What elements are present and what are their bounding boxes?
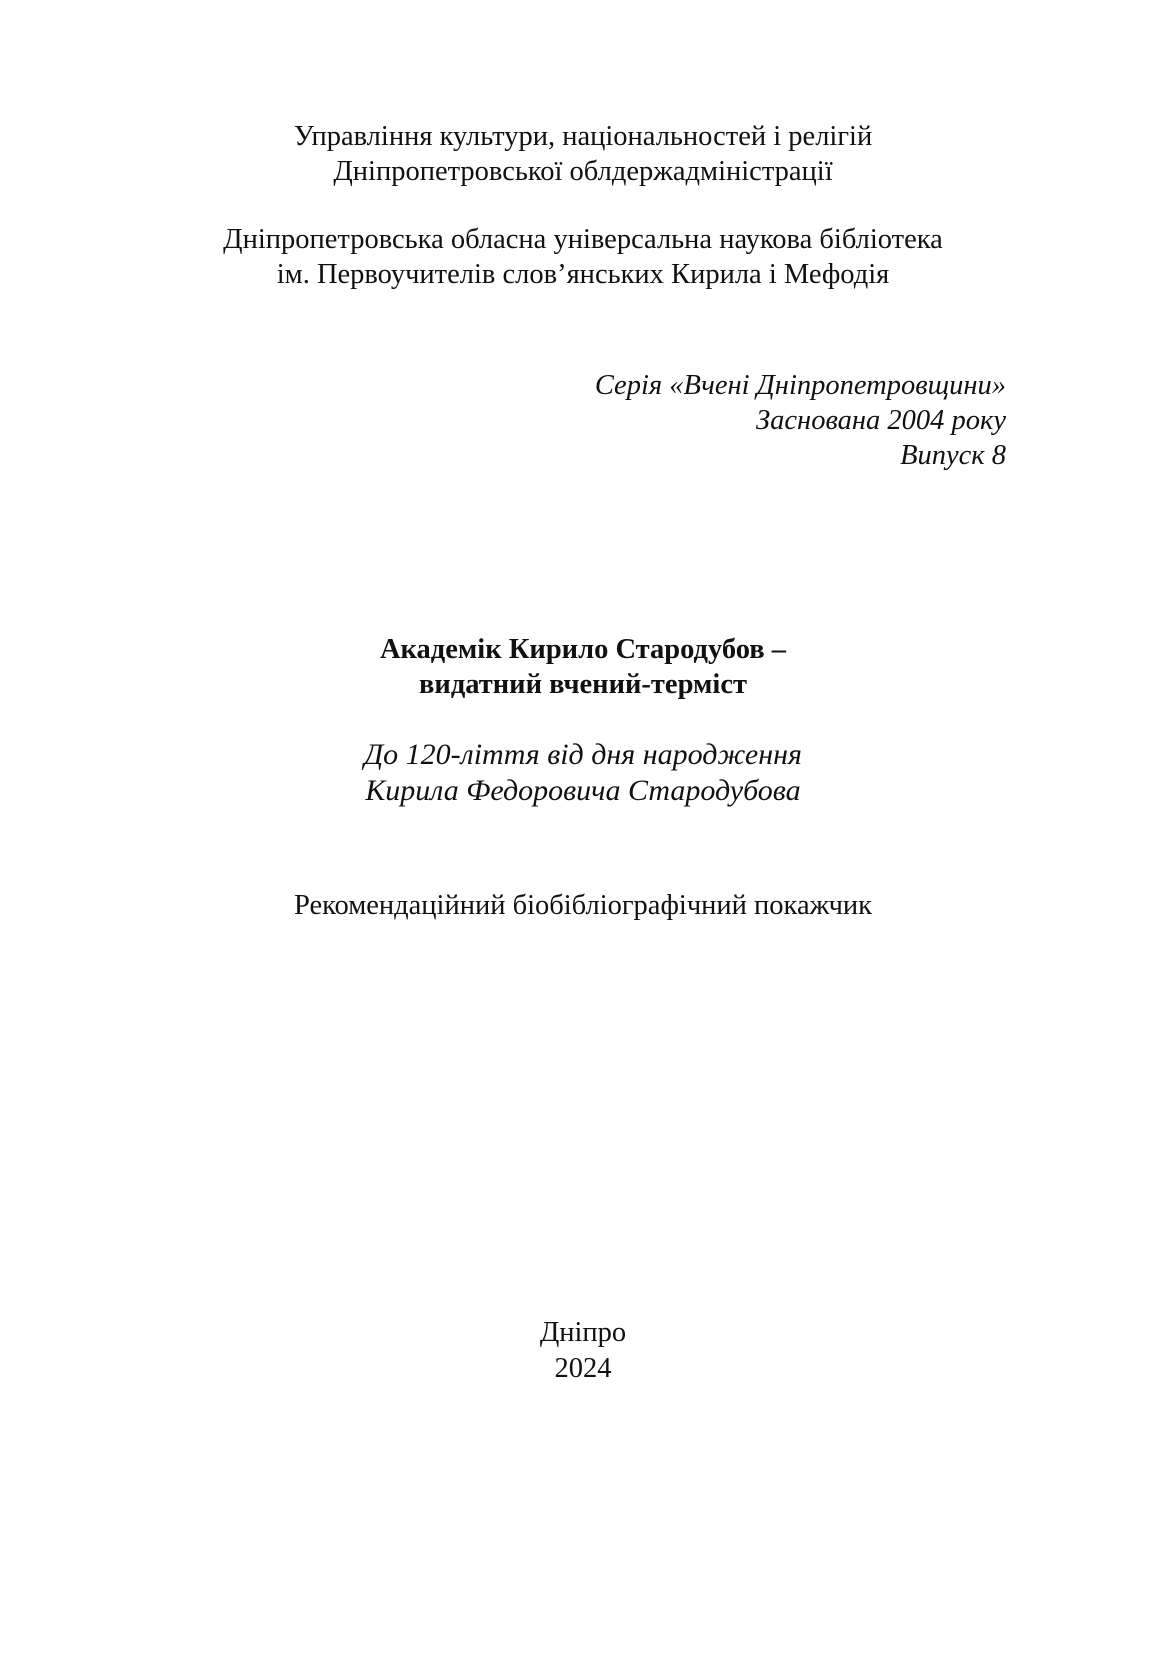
subtitle-line-1: До 120-ліття від дня народження [364, 738, 802, 771]
publisher-org-line-1: Управління культури, національностей і релігій [293, 121, 873, 152]
series-name: Серія «Вчені Дніпропетровщини» [594, 370, 1006, 401]
library-name-line-2: ім. Первоучителів слов’янських Кирила і Мефодія [276, 259, 890, 290]
series-issue: Випуск 8 [900, 440, 1006, 471]
library-name-line-1: Дніпропетровська обласна універсальна наукова бібліотека [223, 224, 943, 255]
publisher-org-line-2: Дніпропетровської облдержадміністрації [333, 156, 833, 187]
subtitle-line-2: Кирила Федоровича Стародубова [365, 774, 801, 807]
series-founded: Заснована 2004 року [756, 405, 1006, 436]
book-title-line-1: Академік Кирило Стародубов – [379, 634, 787, 665]
document-type: Рекомендаційний біобібліографічний покажчик [293, 890, 873, 921]
imprint-city: Дніпро [539, 1317, 627, 1348]
book-title-line-2: видатний вчений-терміст [419, 669, 747, 700]
imprint-year: 2024 [554, 1353, 612, 1384]
